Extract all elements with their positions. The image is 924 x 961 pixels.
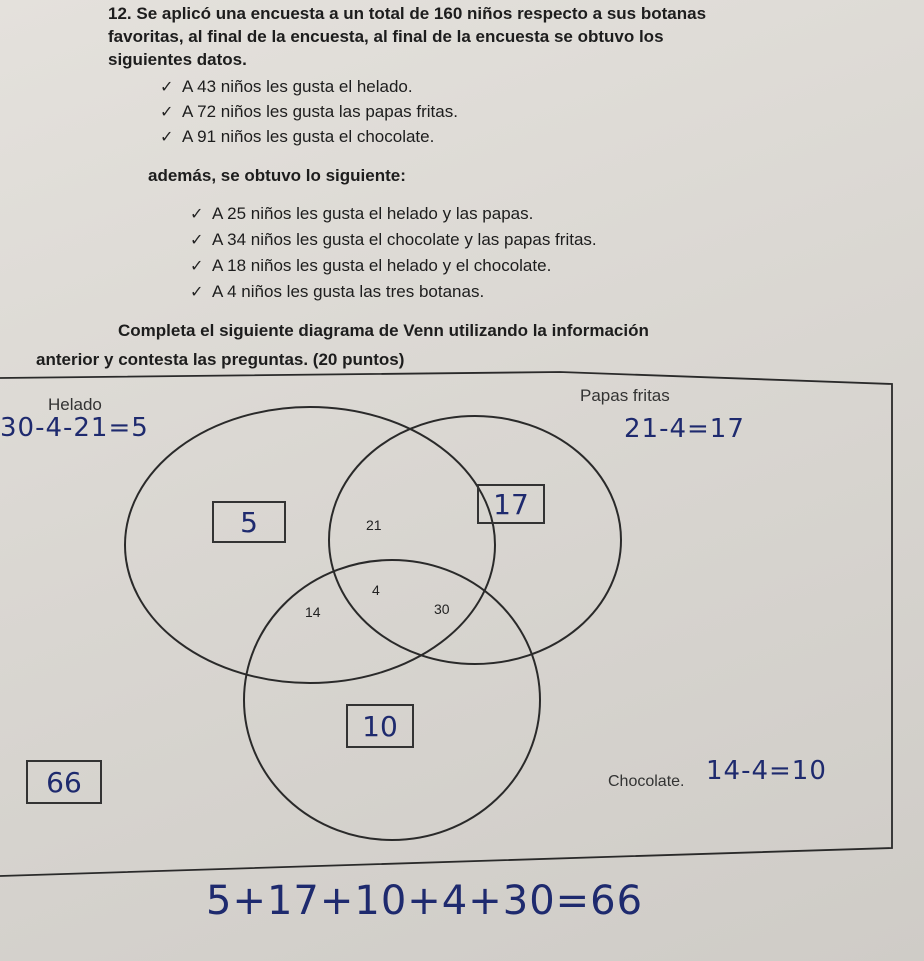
also-heading: además, se obtuvo lo siguiente: xyxy=(148,166,406,185)
also-item: ✓ A 18 niños les gusta el helado y el chocolate. xyxy=(190,256,552,275)
check-icon: ✓ xyxy=(160,79,174,96)
region-all-three: 4 xyxy=(372,582,380,598)
problem-line-3: siguientes datos. xyxy=(108,50,247,69)
check-icon: ✓ xyxy=(160,129,174,146)
data-item: ✓ A 91 niños les gusta el chocolate. xyxy=(160,127,435,146)
venn-frame xyxy=(0,372,892,876)
circle-papas xyxy=(329,416,621,664)
also-item: ✓ A 4 niños les gusta las tres botanas. xyxy=(190,282,485,301)
handwritten-papas-calc: 21-4=17 xyxy=(624,414,745,444)
label-chocolate: Chocolate. xyxy=(608,773,685,790)
handwritten-total-calc: 5+17+10+4+30=66 xyxy=(206,878,644,924)
handwritten-helado-calc: 30-4-21=5 xyxy=(0,413,149,443)
label-papas: Papas fritas xyxy=(580,386,670,405)
region-helado-chocolate: 14 xyxy=(305,604,321,620)
also-item: ✓ A 34 niños les gusta el chocolate y las papas fritas. xyxy=(190,230,597,249)
answer-box-papas-only: 17 xyxy=(477,484,545,524)
check-icon: ✓ xyxy=(160,104,174,121)
region-papas-chocolate: 30 xyxy=(434,601,450,617)
instruction-line-1: Completa el siguiente diagrama de Venn utilizando la información xyxy=(118,321,649,340)
answer-box-chocolate-only: 10 xyxy=(346,704,414,748)
problem-line-1: 12. Se aplicó una encuesta a un total de 160 niños respecto a sus botanas xyxy=(108,4,707,23)
circle-helado xyxy=(125,407,495,683)
data-item: ✓ A 72 niños les gusta las papas fritas. xyxy=(160,102,458,121)
check-icon: ✓ xyxy=(190,258,204,275)
instruction-line-2: anterior y contesta las preguntas. (20 puntos) xyxy=(36,350,405,369)
check-icon: ✓ xyxy=(190,284,204,301)
label-helado: Helado xyxy=(48,395,102,414)
also-item: ✓ A 25 niños les gusta el helado y las papas. xyxy=(190,204,534,223)
region-helado-papas: 21 xyxy=(366,517,382,533)
handwritten-chocolate-calc: 14-4=10 xyxy=(706,756,827,786)
answer-box-helado-only: 5 xyxy=(212,501,286,543)
check-icon: ✓ xyxy=(190,206,204,223)
problem-line-2: favoritas, al final de la encuesta, al final de la encuesta se obtuvo los xyxy=(108,27,664,46)
check-icon: ✓ xyxy=(190,232,204,249)
circle-chocolate xyxy=(244,560,540,840)
answer-box-outside: 66 xyxy=(26,760,102,804)
data-item: ✓ A 43 niños les gusta el helado. xyxy=(160,77,413,96)
